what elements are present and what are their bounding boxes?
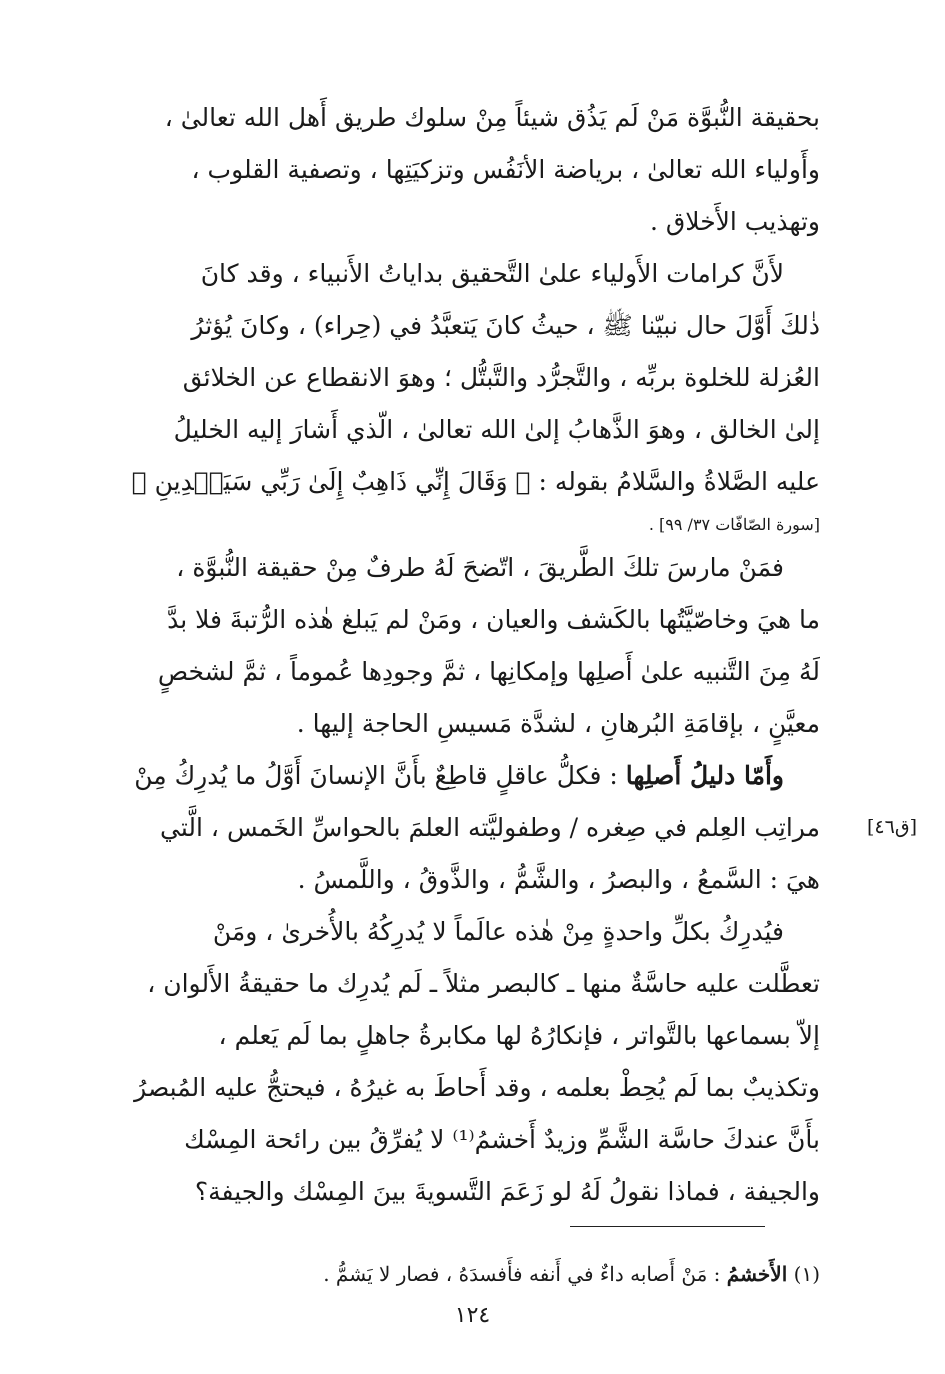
footnote-divider bbox=[570, 1226, 765, 1227]
text-line: والجيفة ، فماذا نقولُ لَهُ لو زَعَمَ التَّسويةَ بينَ المِسْك والجيفة؟ bbox=[194, 1177, 820, 1206]
footnote-text: : مَنْ أَصابه داءٌ في أَنفه فأَفسدَهُ ، فصار لا يَشمُّ . bbox=[323, 1262, 727, 1286]
text-line: ما هيَ وخاصّيَّتُها بالكَشف والعيان ، ومَنْ لم يَبلغ هٰذه الرُّتبةَ فلا بدَّ bbox=[167, 605, 820, 634]
text-segment: : فكلُّ عاقلٍ قاطِعٌ بأَنَّ الإنسانَ أَوَّلُ ما يُدرِكُ مِنْ bbox=[134, 761, 626, 790]
text-line: وتكذيبٌ بما لَم يُحِطْ بعلمه ، وقد أَحاطَ به غيرُهُ ، فيحتجُّ عليه المُبصرُ bbox=[134, 1073, 820, 1102]
text-line: إلاّ بسماعها بالتَّواتر ، فإنكارُهُ لها مكابرةُ جاهلٍ بما لَم يَعلم ، bbox=[218, 1021, 820, 1050]
surah-citation: [سورة الصّافّات ٣٧/ ٩٩] . bbox=[648, 515, 820, 534]
footnote-term: الأَخشمُ bbox=[726, 1262, 788, 1286]
text-line: لَهُ مِنَ التَّنبيه علىٰ أَصلِها وإمكانِها ، ثمَّ وجودِها عُموماً ، ثمَّ لشخصٍ bbox=[157, 657, 820, 686]
text-line: هيَ : السَّمعُ ، والبصرُ ، والشَّمُّ ، والذَّوقُ ، واللَّمسُ . bbox=[297, 865, 820, 894]
text-line: بحقيقة النُّبوَّة مَنْ لَم يَذُق شيئاً مِنْ سلوك طريق أَهل الله تعالىٰ ، bbox=[164, 103, 820, 132]
section-lead-bold: وأَمّا دليلُ أَصلِها bbox=[625, 761, 784, 790]
footnote bbox=[108, 1258, 820, 1290]
text-line: مراتِب العِلم في صِغره / وطفوليَّته العلمَ بالحواسِّ الخَمس ، الَّتي bbox=[160, 813, 820, 842]
text-line: لأَنَّ كرامات الأَولياء علىٰ التَّحقيق بداياتُ الأَنبياء ، وقد كانَ bbox=[200, 259, 784, 288]
main-text bbox=[108, 92, 820, 1218]
text-line bbox=[108, 750, 820, 802]
text-line: فمَنْ مارسَ تلكَ الطَّريقَ ، اتّضحَ لَهُ طرفٌ مِنْ حقيقة النُّبوَّة ، bbox=[176, 553, 784, 582]
text-line: بأَنَّ عندكَ حاسَّة الشَّمِّ وزيدٌ أَخشمُ⁽¹⁾ لا يُفرِّقُ بين رائحة المِسْك bbox=[184, 1125, 820, 1154]
text-line: العُزلة للخلوة بربِّه ، والتَّجرُّد والتَّبتُّل ؛ وهوَ الانقطاع عن الخلائق bbox=[182, 363, 820, 392]
text-line: وأَولياء الله تعالىٰ ، برياضة الأنَفُس وتزكيَتِها ، وتصفية القلوب ، bbox=[191, 155, 820, 184]
footnote-marker: (١) bbox=[793, 1262, 820, 1286]
text-line: إلىٰ الخالق ، وهوَ الذَّهابُ إلىٰ الله تعالىٰ ، الّذي أَشارَ إليه الخليلُ bbox=[173, 415, 820, 444]
text-line: معيَّنٍ ، بإقامَةِ البُرهانِ ، لشدَّة مَسيسِ الحاجة إليها . bbox=[296, 709, 820, 738]
text-line: فيُدرِكُ بكلِّ واحدةٍ مِنْ هٰذه عالَماً لا يُدرِكُهُ بالأُخرىٰ ، ومَنْ bbox=[212, 917, 784, 946]
quran-verse-line: عليه الصَّلاةُ والسَّلامُ بقوله : ﴿ وَقَالَ إِنِّي ذَاهِبٌ إِلَىٰ رَبِّي سَيَهۡدِينِ ﴾ bbox=[131, 467, 820, 496]
text-line: ذٰلكَ أَوَّلَ حال نبيّنا ﷺ ، حيثُ كانَ يَتعبَّدُ في (حِراء) ، وكانَ يُؤثرُ bbox=[191, 311, 820, 340]
text-line: وتهذيب الأَخلاق . bbox=[650, 207, 820, 236]
manuscript-folio-marker: [ق٤٦] bbox=[867, 816, 917, 838]
text-line: تعطَّلت عليه حاسَّةٌ منها ـ كالبصر مثلاً ـ لَم يُدرِك ما حقيقةُ الأَلوان ، bbox=[147, 969, 820, 998]
page-number: ١٢٤ bbox=[454, 1303, 491, 1328]
